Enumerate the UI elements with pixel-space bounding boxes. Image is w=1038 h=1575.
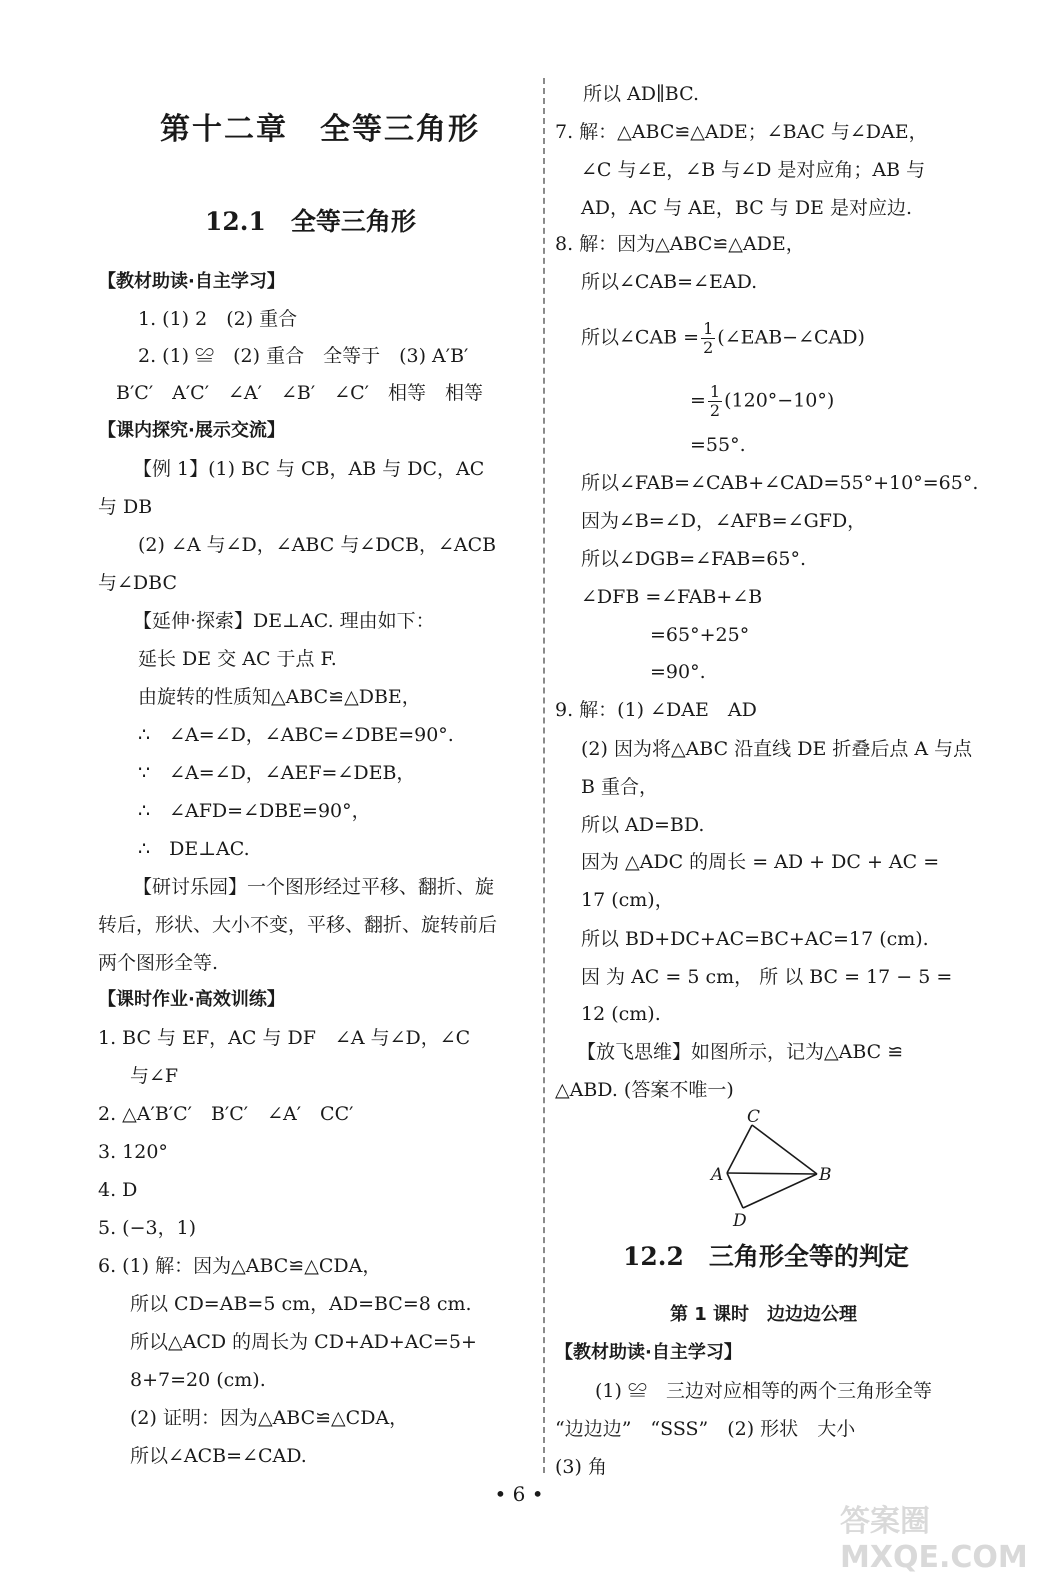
section-title-12-2: 12.2 三角形全等的判定 [623, 1242, 909, 1271]
fraction-numerator: 1 [709, 382, 721, 401]
answer-line: ∴ ∠A=∠D，∠ABC=∠DBE=90°. [138, 724, 454, 746]
answer-line: 与 DB [98, 496, 153, 518]
answer-line: 7. 解：△ABC≌△ADE；∠BAC 与∠DAE， [555, 121, 928, 143]
answer-line: 9. 解：(1) ∠DAE AD [555, 699, 757, 721]
answer-line: △ABD. (答案不唯一) [555, 1079, 734, 1101]
label-a: A [711, 1165, 724, 1185]
answer-line: 与∠DBC [98, 572, 178, 594]
answer-line: B′C′ A′C′ ∠A′ ∠B′ ∠C′ 相等 相等 [116, 382, 483, 404]
answer-line: 8+7=20 (cm). [130, 1369, 266, 1391]
triangle-figure [705, 1108, 845, 1233]
answer-line: 所以∠FAB=∠CAB+∠CAD=55°+10°=65°. [581, 472, 979, 494]
answer-line: 所以 AD∥BC. [583, 83, 699, 105]
answer-line: ∠C 与∠E，∠B 与∠D 是对应角；AB 与 [581, 159, 926, 181]
answer-line: 5. (−3，1) [98, 1217, 197, 1239]
answer-line: 延长 DE 交 AC 于点 F. [138, 648, 337, 670]
answer-line: 因 为 AC = 5 cm， 所 以 BC = 17 − 5 = [581, 966, 953, 988]
label-d: D [733, 1211, 747, 1231]
page-number: • 6 • [494, 1482, 544, 1506]
answer-line: 17 (cm)， [581, 889, 674, 911]
equation-line [581, 320, 865, 357]
answer-line: 所以 BD+DC+AC=BC+AC=17 (cm). [581, 928, 929, 950]
answer-line: (2) 证明：因为△ABC≌△CDA， [130, 1407, 409, 1429]
heading-class-explore: 【课内探究·展示交流】 [98, 420, 285, 441]
answer-line: 【研讨乐园】一个图形经过平移、翻折、旋 [133, 876, 495, 898]
answer-line: (2) ∠A 与∠D，∠ABC 与∠DCB，∠ACB [138, 534, 497, 556]
segment-ad [727, 1173, 743, 1208]
answer-line: ∠DFB =∠FAB+∠B [581, 586, 763, 608]
answer-line: ∴ ∠AFD=∠DBE=90°， [138, 800, 371, 822]
lesson-title: 第 1 课时 边边边公理 [670, 1304, 858, 1325]
answer-line: 由旋转的性质知△ABC≌△DBE， [138, 686, 421, 708]
heading-textbook-reading: 【教材助读·自主学习】 [98, 271, 285, 292]
fraction-denominator: 2 [709, 401, 721, 420]
fraction-numerator: 1 [703, 319, 714, 338]
column-divider [543, 78, 545, 1473]
equation-rhs: (∠EAB−∠CAD) [717, 326, 865, 349]
watermark-logo: 答案圈 MXQE.COM [840, 1504, 1028, 1575]
segment-ab [727, 1173, 817, 1174]
answer-line: (3) 角 [555, 1456, 607, 1478]
answer-line: 2. △A′B′C′ B′C′ ∠A′ CC′ [98, 1103, 354, 1125]
answer-line: 2. (1) ≌ (2) 重合 全等于 (3) A′B′ [138, 345, 469, 367]
answer-line: “边边边” “SSS” (2) 形状 大小 [555, 1418, 856, 1440]
answer-line: 12 (cm). [581, 1003, 661, 1025]
answer-line: 所以△ACD 的周长为 CD+AD+AC=5+ [130, 1331, 477, 1353]
answer-line: 所以 AD=BD. [581, 814, 705, 836]
answer-line: 1. (1) 2 (2) 重合 [138, 308, 298, 330]
answer-line: B 重合， [581, 776, 659, 798]
answer-line: 所以 CD=AB=5 cm，AD=BC=8 cm. [130, 1293, 472, 1315]
answer-line: 所以∠ACB=∠CAD. [130, 1445, 307, 1467]
answer-line: AD，AC 与 AE，BC 与 DE 是对应边. [581, 197, 912, 219]
label-c: C [747, 1108, 761, 1127]
answer-line: 所以∠CAB=∠EAD. [581, 271, 758, 293]
answer-line: 所以∠DGB=∠FAB=65°. [581, 548, 806, 570]
equation-line [690, 383, 834, 420]
equals-sign: = [690, 389, 706, 412]
answer-line: =90°. [650, 661, 706, 683]
fraction-one-half [708, 383, 722, 420]
answer-line: 【延伸·探索】DE⊥AC. 理由如下： [133, 610, 435, 632]
section-title: 12.1 全等三角形 [205, 207, 416, 236]
answer-line: 因为 △ADC 的周长 = AD + DC + AC = [581, 851, 940, 873]
answer-line: 1. BC 与 EF，AC 与 DF ∠A 与∠D，∠C [98, 1027, 471, 1049]
answer-line: 与∠F [130, 1065, 179, 1087]
heading-textbook-reading-2: 【教材助读·自主学习】 [555, 1342, 742, 1363]
answer-line: 4. D [98, 1179, 138, 1201]
answer-line: =55°. [690, 434, 746, 456]
fraction-denominator: 2 [703, 338, 714, 357]
label-b: B [819, 1165, 832, 1185]
answer-line: 【放飞思维】如图所示，记为△ABC ≌ [577, 1041, 904, 1063]
answer-line: ∵ ∠A=∠D，∠AEF=∠DEB， [138, 762, 416, 784]
equation-value: (120°−10°) [724, 389, 835, 412]
chapter-title: 第十二章 全等三角形 [160, 112, 480, 147]
answer-line: 8. 解：因为△ABC≌△ADE， [555, 233, 805, 255]
answer-line: 6. (1) 解：因为△ABC≌△CDA， [98, 1255, 382, 1277]
answer-line: (1) ≌ 三边对应相等的两个三角形全等 [595, 1380, 932, 1402]
answer-line: 两个图形全等. [98, 952, 219, 974]
answer-line: =65°+25° [650, 624, 750, 646]
equation-lhs: 所以∠CAB = [581, 326, 700, 349]
answer-line: ∴ DE⊥AC. [138, 838, 250, 860]
answer-line: 因为∠B=∠D，∠AFB=∠GFD， [581, 510, 867, 532]
segment-ac [727, 1125, 752, 1173]
heading-homework: 【课时作业·高效训练】 [98, 989, 285, 1010]
answer-line: 转后，形状、大小不变，平移、翻折、旋转前后 [98, 914, 498, 936]
fraction-one-half [701, 320, 715, 357]
answer-line: 3. 120° [98, 1141, 168, 1163]
segment-cb [752, 1125, 817, 1174]
answer-line: (2) 因为将△ABC 沿直线 DE 折叠后点 A 与点 [581, 738, 973, 760]
answer-line: 【例 1】(1) BC 与 CB，AB 与 DC，AC [133, 458, 485, 480]
segment-db [743, 1174, 817, 1208]
